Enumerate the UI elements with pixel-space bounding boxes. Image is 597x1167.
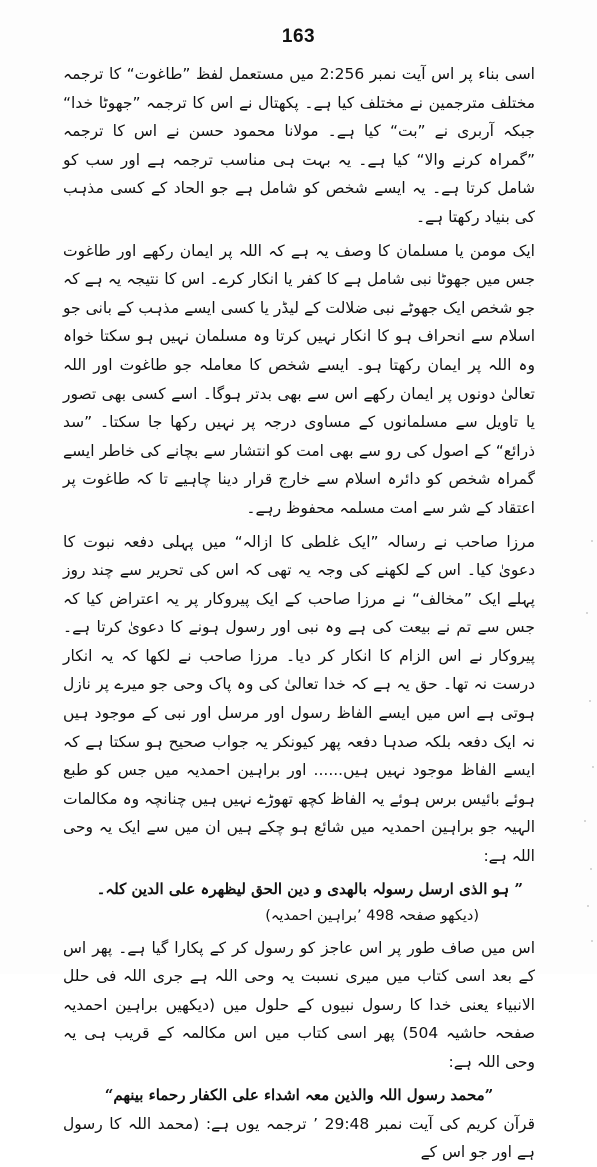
arabic-quote-1: ” ہو الذی ارسل رسولہ بالھدی و دین الحق لیظھرہ علی الدین کلہ۔ <box>96 879 523 898</box>
paragraph-quran-verse: قرآن کریم کی آیت نمبر 29:48 ’ ترجمہ یوں ہے: (محمد اللہ کا رسول ہے اور جو اس کے <box>63 1114 535 1162</box>
reference-1: (دیکھو صفحہ 498 ’براہین احمدیہ) <box>265 907 479 924</box>
paragraph-mirza-claim: مرزا صاحب نے رسالہ ”ایک غلطی کا ازالہ“ میں پہلی دفعہ نبوت کا دعویٰ کیا۔ اس کے لکھنے کی وجہ یہ تھی کہ اس کی تحریر سے چند روز پہلے ایک ”مخالف“ نے مرزا صاحب کے ایک پیروکار پر یہ اعتراض کیا کہ جس سے تم نے بیعت کی ہے وہ نبی اور رسول ہونے کا دعویٰ کرتا ہے۔ پیروکار نے اس الزام کا انکار کر دیا۔ مرزا صاحب نے لکھا کہ یہ انکار درست نہ تھا۔ حق یہ ہے کہ خدا تعالیٰ کی وہ پاک وحی جو میرے پر نازل ہوتی ہے اس میں ایسے الفاظ رسول اور مرسل اور نبی کے موجود ہیں نہ ایک دفعہ بلکہ صدہا دفعہ پھر کیونکر یہ جواب صحیح ہو سکتا ہے کہ ایسے الفاظ موجود نہیں ہیں...... اور براہین احمدیہ میں جس کو طبع ہوئے بائیس برس ہوئے یہ الفاظ کچھ تھوڑے نہیں ہیں چنانچہ وہ مکالمات الہیہ جو براہین احمدیہ میں شائع ہو چکے ہیں ان میں سے ایک یہ وحی اللہ ہے: <box>63 532 535 866</box>
paragraph-taghut-translations: اسی بناء پر اس آیت نمبر 2:256 میں مستعمل لفظ ”طاغوت“ کا ترجمہ مختلف مترجمین نے مختلف کیا ہے۔ پکھتال نے اس کا ترجمہ ”جھوٹا خدا“ جبکہ آربری نے ”بت“ کیا ہے۔ مولانا محمود حسن نے اس کا ترجمہ ”گمراہ کرنے والا“ کیا ہے۔ یہ بہت ہی مناسب ترجمہ ہے اور سب کو شامل کرتا ہے۔ یہ ایسے شخص کو شامل ہے جو الحاد کے کسی مذہب کی بنیاد رکھتا ہے۔ <box>63 65 535 226</box>
body-text <box>63 60 535 1162</box>
scan-margin-speckles <box>575 0 597 974</box>
paragraph-believer-description: ایک مومن یا مسلمان کا وصف یہ ہے کہ اللہ پر ایمان رکھے اور طاغوت جس میں جھوٹا نبی شامل ہے کا کفر یا انکار کرے۔ اس کا نتیجہ یہ ہے کہ جو شخص ایک جھوٹے نبی ضلالت کے لیڈر یا کسی ایسے مذہب کے بانی جو اسلام سے انحراف ہو کا انکار نہیں کرتا وہ مسلمان نہیں ہو سکتا خواہ وہ اللہ پر ایمان رکھتا ہو۔ ایسے شخص کا معاملہ جو طاغوت اور اللہ تعالیٰ دونوں پر ایمان رکھے اس سے بھی بدتر ہوگا۔ اسے کسی بھی تصور یا تاویل سے مسلمانوں کے مساوی درجہ پر نہیں رکھا جا سکتا۔ ”سد ذرائع“ کے اصول کی رو سے بھی امت کو انتشار سے بچانے کی خاطر ایسے گمراہ شخص کو دائرہ اسلام سے خارج قرار دینا چاہیے تا کہ طاغوت پر اعتقاد کے شر سے امت مسلمہ محفوظ رہے۔ <box>63 241 535 517</box>
arabic-quote-2: ”محمد رسول اللہ والذین معہ اشداء علی الکفار رحماء بینھم“ <box>104 1085 494 1104</box>
page-number: 163 <box>281 26 316 47</box>
paragraph-addressed-as-messenger: اس میں صاف طور پر اس عاجز کو رسول کر کے پکارا گیا ہے۔ پھر اس کے بعد اسی کتاب میں میری نسبت یہ وحی اللہ ہے جری اللہ فی حلل الانبیاء یعنی خدا کا رسول نبیوں کے حلول میں (دیکھیں براہین احمدیہ صفحہ حاشیہ 504) پھر اسی کتاب میں اس مکالمہ کے قریب ہی یہ وحی اللہ ہے: <box>63 938 535 1071</box>
